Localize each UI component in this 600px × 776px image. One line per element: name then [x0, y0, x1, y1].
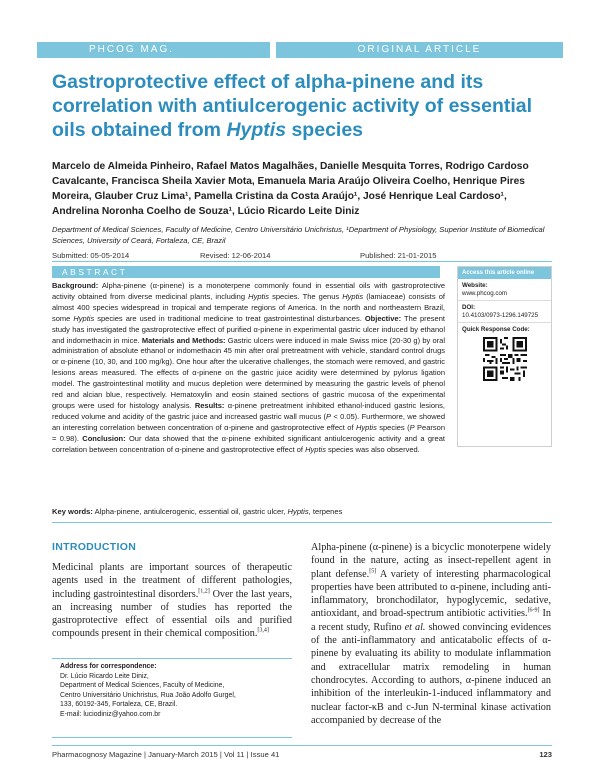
journal-label: PHCOG MAG.	[37, 42, 270, 58]
doi-link[interactable]: 10.4103/0973-1296.149725	[462, 312, 539, 319]
divider	[52, 522, 552, 523]
published-date: Published: 21-01-2015	[360, 251, 437, 260]
website-link[interactable]: www.phcog.com	[462, 290, 508, 297]
journal-header-bar	[37, 42, 563, 58]
correspondence-line: Centro Universitário Unichristus, Rua João Adolfo Gurgel,	[60, 691, 236, 699]
correspondence-line: Dr. Lúcio Ricardo Leite Diniz,	[60, 672, 149, 680]
divider	[52, 261, 552, 262]
correspondence-line: Department of Medical Sciences, Faculty of Medicine,	[60, 682, 225, 690]
qr-label: Quick Response Code:	[462, 326, 530, 333]
article-type-label: ORIGINAL ARTICLE	[276, 42, 563, 58]
submitted-date: Submitted: 05-05-2014	[52, 251, 130, 260]
introduction-heading: INTRODUCTION	[52, 541, 137, 553]
intro-column-2: Alpha-pinene (α-pinene) is a bicyclic monoterpene widely found in the nature, acting as insect-repellent agent in plant defense.[5] A variety of interesting pharmacological properties have been attributed to α-pinene, including anti-inflammatory, bronchodilator, hypoglycemic, sedative, antioxidant, and broad-spectrum antibiotic activities.[6-9] In a recent study, Rufino et al. showed convincing evidences of the anti-inflammatory and anticatabolic effects of α-pinene by evaluating its ability to modulate inflammation and extracellular matrix remodeling in human chondrocytes. According to authors, α-pinene induced an inhibition of the interleukin-1-induced inflammatory and nuclear factor-κB and c-Jun N-terminal kinase activation accompanied by decrease of the	[311, 542, 551, 726]
page-footer	[52, 745, 552, 761]
article-title: Gastroprotective effect of alpha-pinene and its correlation with antiulcerogenic activity of essential oils obtained from Hyptis species	[52, 71, 533, 141]
correspondence-line: 133, 60192-345, Fortaleza, CE, Brazil.	[60, 701, 178, 709]
access-heading: Access this article online	[458, 267, 551, 279]
correspondence-email[interactable]: E-mail: luciodiniz@yahoo.com.br	[60, 710, 161, 718]
doi-label: DOI:	[462, 304, 476, 311]
qr-code-icon	[483, 337, 527, 381]
affiliation: Department of Medical Sciences, Faculty of Medicine, Centro Universitário Unichristus, ¹Department of Physiology, Superior Institute of Biomedical Sciences, University of Ceará, Fortaleza, CE, Brazil	[52, 225, 545, 245]
abstract-text: Background: Alpha-pinene (α-pinene) is a monoterpene commonly found in essential oils with gastroprotective activity obtained from diverse medicinal plants, including Hyptis species. The genus Hyptis (lamiaceae) consists of almost 400 species widespread in tropical and temperate regions of America. In the north and northeastern Brazil, some Hyptis species are used in traditional medicine to treat gastrointestinal disturbances. Objective: The present study has investigated the gastroprotective effect of purified α-pinene in experimental gastric ulcer induced by ethanol and indomethacin in mice. Materials and Methods: Gastric ulcers were induced in male Swiss mice (20-30 g) by oral administration of absolute ethanol or indomethacin 45 min after oral pretreatment with vehicle, standard control drugs or α-pinene (10, 30, and 100 mg/kg). One hour after the ulcerative challenges, the stomach were removed, and gastric lesions areas measured. The effects of α-pinene on the gastric juice acidity were determined by pylorus ligation model. The gastrointestinal motility and mucus depletion were determined by measuring the gastric levels of phenol red and alcian blue, respectively. Hematoxylin and eosin stained sections of gastric mucosa of the experimental groups were used for histology analysis. Results: α-pinene pretreatment inhibited ethanol-induced gastric lesions, reduced volume and acidity of the gastric juice and increased gastric wall mucus (P < 0.05). Furthermore, we showed an interesting correlation between concentration of α-pinene and gastroprotective effect of Hyptis species (P Pearson = 0.98). Conclusion: Our data showed that the α-pinene exhibited significant antiulcerogenic activity and a great correlation between concentration of α-pinene and gastroprotective effect of Hyptis species was also observed.	[52, 281, 445, 454]
revised-date: Revised: 12-06-2014	[200, 251, 271, 260]
abstract-heading: ABSTRACT	[52, 266, 440, 278]
author-list: Marcelo de Almeida Pinheiro, Rafael Matos Magalhães, Danielle Mesquita Torres, Rodrigo Cardoso Cavalcante, Francisca Sheila Xavier Mota, Emanuela Maria Araújo Oliveira Coelho, Henrique Pires Moreira, Glauber Cruz Lima¹, Pamella Cristina da Costa Araújo¹, José Henrique Leal Cardoso¹, Andrelina Noronha Coelho de Souza¹, Lúcio Ricardo Leite Diniz	[52, 161, 529, 217]
keywords: Key words: Alpha-pinene, antiulcerogenic, essential oil, gastric ulcer, Hyptis, terpenes	[52, 507, 343, 516]
footer-citation: Pharmacognosy Magazine | January-March 2015 | Vol 11 | Issue 41	[52, 750, 280, 759]
page-number: 123	[539, 750, 552, 759]
correspondence-heading: Address for correspondence:	[60, 663, 157, 670]
correspondence-box	[52, 658, 292, 738]
intro-column-1: Medicinal plants are important sources of therapeutic agents used in the treatment of different pathologies, including gastrointestinal disorders.[1,2] Over the last years, an increasing number of studies has reported the gastroprotective effect of essential oils and purified compounds present in their chemical composition.[3,4]	[52, 562, 292, 640]
access-online-box	[457, 266, 552, 447]
website-label: Website:	[462, 282, 488, 289]
